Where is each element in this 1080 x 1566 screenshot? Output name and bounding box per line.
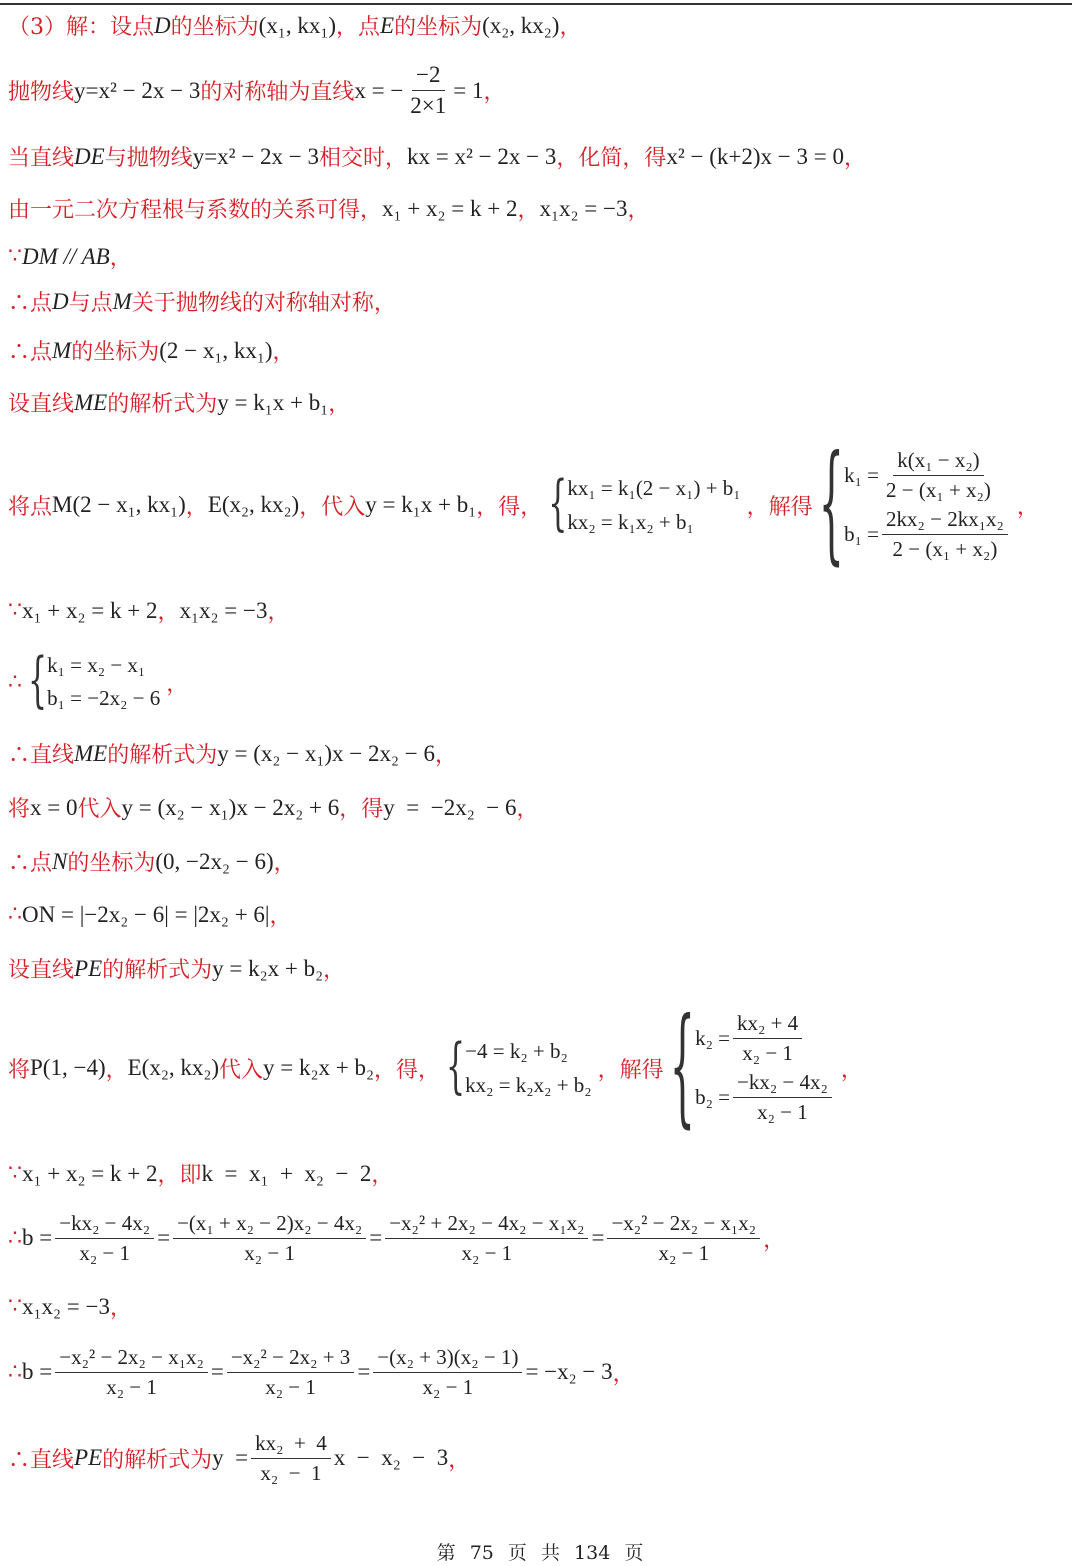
axis-fraction: $\frac{-2}{2\times 1}$ <box>410 62 447 118</box>
solution-line-19: ∴ b = $\frac{\text{−kx₂ − 4x₂}}{\text{x₂ − 1}}$ = $\frac{\text{−(x₁ + x₂ − 2)x₂ − 4x₂}}{\text{x₂ − 1}}$ = $\frac{\text{−x₂² + 2x₂ − 4x₂ − x₁x₂}}{\text{x₂ − 1}}$ = $\frac{\text{−x₂² − 2x₂ − x₁x₂}}{\text{x₂ − 1}}$ ， <box>8 1210 786 1265</box>
k1-b1-system: { k₁ = x₂ − x₁ b₁ = −2x₂ − 6 <box>28 646 161 716</box>
solution-line-16: 设直线 PE 的解析式为 y = k₂x + b₂ ， <box>8 955 346 983</box>
solution-line-12: ∴直线 ME 的解析式为 y = (x₂ − x₁)x − 2x₂ − 6 ， <box>8 740 458 768</box>
left-brace: { <box>446 1032 466 1102</box>
solution-line-11: ∴ { k₁ = x₂ − x₁ b₁ = −2x₂ − 6 ， <box>8 646 189 716</box>
solution-line-7: ∴点 M 的坐标为 (2 − x₁, kx₁) ， <box>8 337 295 365</box>
solution-line-4: 由一元二次方程根与系数的关系可得， x₁ + x₂ = k + 2 ， x₁x₂ = −3 ， <box>8 195 650 223</box>
solution-line-10: ∵ x₁ + x₂ = k + 2 ， x₁x₂ = −3 ， <box>8 597 290 625</box>
solution-line-14: ∴点 N 的坐标为 (0, −2x₂ − 6) ， <box>8 848 296 876</box>
solution-system-me: { k₁ = $\frac{\text{k(x₁ − x₂)}}{\text{2 − (x₁ + x₂)}}$ b₁ = $\frac{\text{2kx₂ − 2kx₁x₂}}{\text{2 − (x₁ + x₂)}}$ <box>819 448 1011 562</box>
solution-line-20: ∵ x₁x₂ = −3 ， <box>8 1293 132 1321</box>
solution-line-8: 设直线 ME 的解析式为 y = k₁x + b₁ ， <box>8 389 351 417</box>
solution-line-5: ∵ DM // AB ， <box>8 243 132 271</box>
solution-line-15: ∴ ON = |−2x₂ − 6| = |2x₂ + 6| ， <box>8 901 292 929</box>
solution-line-3: 当直线 DE 与抛物线 y=x² − 2x − 3 相交时， kx = x² − 2x − 3 ，化简，得 x² − (k+2)x − 3 = 0 ， <box>8 143 866 171</box>
solution-line-13: 将 x = 0 代入 y = (x₂ − x₁)x − 2x₂ + 6 ，得 y = −2x₂ − 6 ， <box>8 794 539 822</box>
left-brace: { <box>28 646 48 716</box>
solution-line-17: 将 P(1, −4) ， E(x₂, kx₂) 代入 y = k₂x + b₂ ，得， { −4 = k₂ + b₂ kx₂ = k₂x₂ + b₂ ，解得 { k₂ = $\frac{\text{kx₂ + 4}}{\text{x₂ − 1}}$ b₂ = $\frac{\text{−kx₂ − 4x₂}}{\text{x₂ − 1}}$ ， <box>8 994 863 1142</box>
solution-line-1: （3）解：设点 D 的坐标为 (x₁, kx₁) ，点 E 的坐标为 (x₂, kx₂) ， <box>8 12 582 40</box>
solution-line-22: ∴直线 PE 的解析式为 y = $\frac{\text{kx₂ + 4}}{\text{x₂ − 1}}$ x − x₂ − 3 ， <box>8 1430 471 1485</box>
top-rule <box>0 3 1072 5</box>
equation-system-me: { kx₁ = k₁(2 − x₁) + b₁ kx₂ = k₁x₂ + b₁ <box>548 469 741 539</box>
solution-line-2: 抛物线 y=x² − 2x − 3 的对称轴为直线 x = − $\frac{-2}{2\times 1}$ = 1 ， <box>8 62 506 118</box>
solution-system-pe: { k₂ = $\frac{\text{kx₂ + 4}}{\text{x₂ − 1}}$ b₂ = $\frac{\text{−kx₂ − 4x₂}}{\text{x₂ − 1}}$ <box>670 1011 835 1125</box>
solution-line-9: 将点 M(2 − x₁, kx₁) ， E(x₂, kx₂) ，代入 y = k₁x + b₁ ，得， { kx₁ = k₁(2 − x₁) + b₁ kx₂ = k₁x₂ + b₁ ，解得 { k₁ = $\frac{\text{k(x₁ − x₂)}}{\text{2 − (x₁ + x₂)}}$ b₁ = $\frac{\text{2kx₂ − 2kx₁x₂}}{\text{2 − (x₁ + x₂)}}$ ， <box>8 431 1039 579</box>
solution-line-18: ∵ x₁ + x₂ = k + 2 ，即 k = x₁ + x₂ − 2 ， <box>8 1160 394 1188</box>
left-brace: { <box>818 431 845 579</box>
solution-line-6: ∴点 D 与点 M 关于抛物线的对称轴对称， <box>8 288 396 316</box>
page-footer: 第 75 页 共 134 页 <box>436 1542 644 1564</box>
current-page-number: 75 <box>469 1542 494 1564</box>
equation-system-pe: { −4 = k₂ + b₂ kx₂ = k₂x₂ + b₂ <box>446 1032 592 1102</box>
left-brace: { <box>669 994 696 1142</box>
total-pages: 134 <box>574 1542 611 1564</box>
left-brace: { <box>548 469 568 539</box>
solution-line-21: ∴ b = $\frac{\text{−x₂² − 2x₂ − x₁x₂}}{\text{x₂ − 1}}$ = $\frac{\text{−x₂² − 2x₂ + 3}}{\text{x₂ − 1}}$ = $\frac{\text{−(x₂ + 3)(x₂ − 1)}}{\text{x₂ − 1}}$ = −x₂ − 3 ， <box>8 1344 635 1399</box>
